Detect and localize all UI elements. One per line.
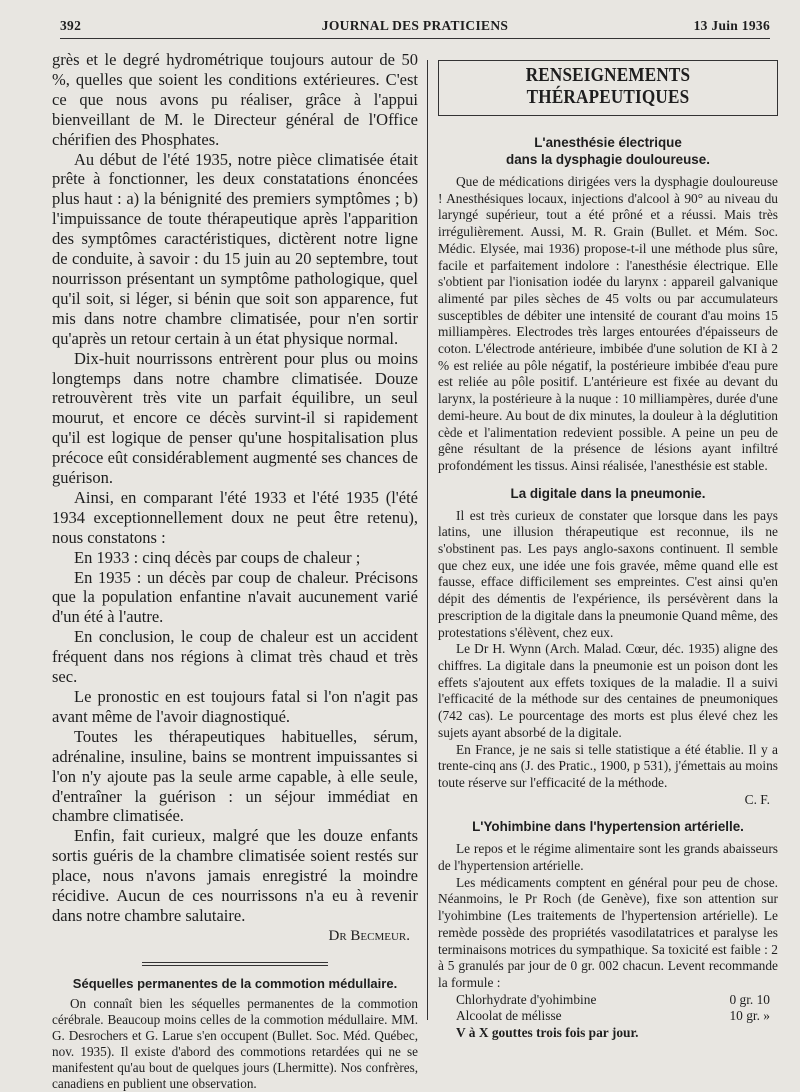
article-text: On connaît bien les séquelles permanentes de la commotion cérébrale. Beaucoup moins celles de la commotion médullaire. MM. G. Desrochers et G. Larue s'en occupent (Bullet. Soc. Méd. Québec, nov. 1935). Il existe d'abord des commotions retardées qui ne se manifestent qu'au bout de quelques jours (Lhermitte). Nos confrères, canadiens en publient une observation. — [52, 995, 418, 1092]
paragraph: Les médicaments comptent en général pour peu de chose. Néanmoins, le Pr Roch (de Genève), fixe son attention sur l'yohimbine (Les traitements de l'hypertension artérielle). Le remède possède des propriétés vasodilatatrices et paralyse les terminaisons motrices du sympathique. Sa toxicité est faible : 2 à 5 granulés par jour de 0 gr. 002 chacun. Levent recommande la formule : — [438, 874, 778, 990]
paragraph: Au début de l'été 1935, notre pièce climatisée était prête à fonctionner, les deux constatations énoncées plus haut : a) la bénignité des premiers symptômes ; b) l'impuissance de toute thérapeutique après l'apparition des symptômes caractéristiques, dictèrent notre ligne de conduite, à savoir : du 15 juin au 20 septembre, tout nourrisson présentant un symptôme pathologique, quel qu'il soit, si léger, si bénin que soit son apparence, fut mis dans notre chambre climatisée, pour n'en sortir qu'après un retour certain à un état physique normal. — [52, 149, 418, 348]
paragraph: Le Dr H. Wynn (Arch. Malad. Cœur, déc. 1935) aligne des chiffres. La digitale dans la pneumonie est un poison dont les effets s'ajoutent aux effets toxiques de la maladie. Il a suivi l'efficacité de la méthode sur des centaines de pneumoniques (742 cas). Le pourcentage des morts est plus élevé chez les sujets ayant absorbé de la digitale. — [438, 641, 778, 740]
right-column — [438, 60, 778, 1042]
paragraph: En 1935 : un décès par coup de chaleur. Précisons que la population enfantine n'avait aucunement varié d'un été à l'autre. — [52, 567, 418, 627]
paragraph: Toutes les thérapeutiques habituelles, sérum, adrénaline, insuline, bains se montrent impuissantes si l'on n'y ajoute pas la seule arme capable, à elle seule, d'entraîner la guérison : un séjour immédiat en chambre climatisée. — [52, 726, 418, 826]
article-title: L'Yohimbine dans l'hypertension artérielle. — [472, 819, 744, 835]
paragraph: Enfin, fait curieux, malgré que les douze enfants sortis guéris de la chambre climatisée soient restés sur place, nous n'avons jamais enregistré la moindre récidive. Aucun de ces nourrissons n'a eu à revenir dans notre chambre salutaire. — [52, 826, 418, 925]
page-number: 392 — [60, 18, 82, 33]
paragraph: En France, je ne sais si telle statistique a été établie. Il y a trente-cinq ans (J. des Pratic., 1900, p 531), j'émettais au moins toute réserve sur l'efficacité de la méthode. — [438, 741, 778, 790]
paragraph: Ainsi, en comparant l'été 1933 et l'été 1935 (l'été 1934 exceptionnellement doux ne peut être retenu), nous constatons : — [52, 487, 418, 547]
formula-ingredient: Alcoolat de mélisse — [456, 1008, 562, 1024]
article-title: La digitale dans la pneumonie. — [510, 485, 706, 501]
formula-line — [438, 992, 778, 1009]
section-title-box — [438, 60, 778, 116]
formula-quantity: 10 gr. » — [729, 1008, 770, 1024]
article-title-line: dans la dysphagie douloureuse. — [506, 152, 710, 167]
paragraph: Dix-huit nourrissons entrèrent pour plus ou moins longtemps dans notre chambre climatisée. Douze retrouvèrent très vite un parfait équilibre, un seul mourut, et encore ce décès survint-il si rapidement qu'il est logique de penser qu'une hospitalisation plus précoce eût considérablement augmenté ses chances de guérison. — [52, 348, 418, 488]
column-divider — [427, 60, 428, 1020]
author-signature: Dr Becmeur. — [328, 927, 410, 944]
paragraph: En 1933 : cinq décès par coups de chaleur ; — [74, 547, 361, 567]
formula-ingredient: Chlorhydrate d'yohimbine — [456, 991, 597, 1007]
paragraph: En conclusion, le coup de chaleur est un accident fréquent dans nos régions à climat très chaud et très sec. — [52, 627, 418, 687]
page-header — [60, 18, 770, 40]
left-column — [52, 50, 418, 1092]
dosage-instruction: V à X gouttes trois fois par jour. — [456, 1025, 639, 1041]
section-separator — [142, 962, 328, 966]
paragraph: Le pronostic en est toujours fatal si l'on n'agit pas avant même de l'avoir diagnostiqué. — [52, 687, 418, 726]
journal-title: JOURNAL DES PRATICIENS — [321, 18, 509, 33]
article-title: Séquelles permanentes de la commotion médullaire. — [72, 975, 398, 991]
article-title — [438, 134, 778, 168]
formula-line — [438, 1008, 778, 1025]
article-signature: C. F. — [744, 791, 770, 807]
paragraph: grès et le degré hydrométrique toujours autour de 50 %, quelles que soient les conditions extérieures. C'est ce que nous avons pu réaliser, grâce à l'appui bienveillant de M. le Directeur général de l'Office chérifien des Phosphates. — [52, 50, 418, 149]
paragraph: Le repos et le régime alimentaire sont les grands abaisseurs de l'hypertension artérielle. — [438, 841, 778, 874]
paragraph: Que de médications dirigées vers la dysphagie douloureuse ! Anesthésiques locaux, injections d'alcool à 90° au niveau du laryngé supérieur, tout a été prôné et a réussi. Mais très irrégulièrement. Aussi, M. R. Grain (Bullet. et Mém. Soc. Médic. Elysée, mai 1936) propose-t-il une méthode plus sûre, facile et parfaitement indolore : l'anesthésie électrique. Elle s'obtient par l'ionisation iodée du larynx : appareil galvanique alimenté par piles sèches de 45 volts ou par accumulateurs susceptibles de débiter une intensité de courant d'au moins 15 milliampères. Electrodes très larges entourées d'épaisseurs de coton. L'électrode antérieure, imbibée d'une solution de KI à 2 % est reliée au pôle négatif, la postérieure imbibée d'eau pure est reliée au pôle positif. L'antérieure est fixée au devant du larynx, la postérieure à la nuque : 10 milliampères, durée d'une demi-heure. Au bout de dix minutes, la douleur à la déglutition cède et l'alimentation redevient possible. A peine un peu de gêne résultant de la présence de lésions ayant infiltré profondément les tissus. Ainsi réalisée, l'anesthésie est stable. — [438, 174, 778, 473]
section-title: RENSEIGNEMENTS THÉRAPEUTIQUES — [525, 65, 691, 108]
paragraph: Il est très curieux de constater que lorsque dans les pays latins, une illusion thérapeutique est reconnue, ils ne s'obstinent pas. Les pays anglo-saxons continuent. Il semble que chez eux, une idée une fois gravée, même quand elle est fausse, efface difficilement ses empreintes. C'est ainsi qu'en dépit des démentis de l'expérience, ils persévèrent dans la prescription de la digitale dans la pneumonie Quand même, des protestations s'élèvent, chez eux. — [438, 507, 778, 640]
formula-quantity: 0 gr. 10 — [729, 991, 770, 1007]
header-rule — [60, 38, 770, 39]
issue-date: 13 Juin 1936 — [693, 18, 770, 33]
article-title-line: L'anesthésie électrique — [534, 135, 682, 150]
